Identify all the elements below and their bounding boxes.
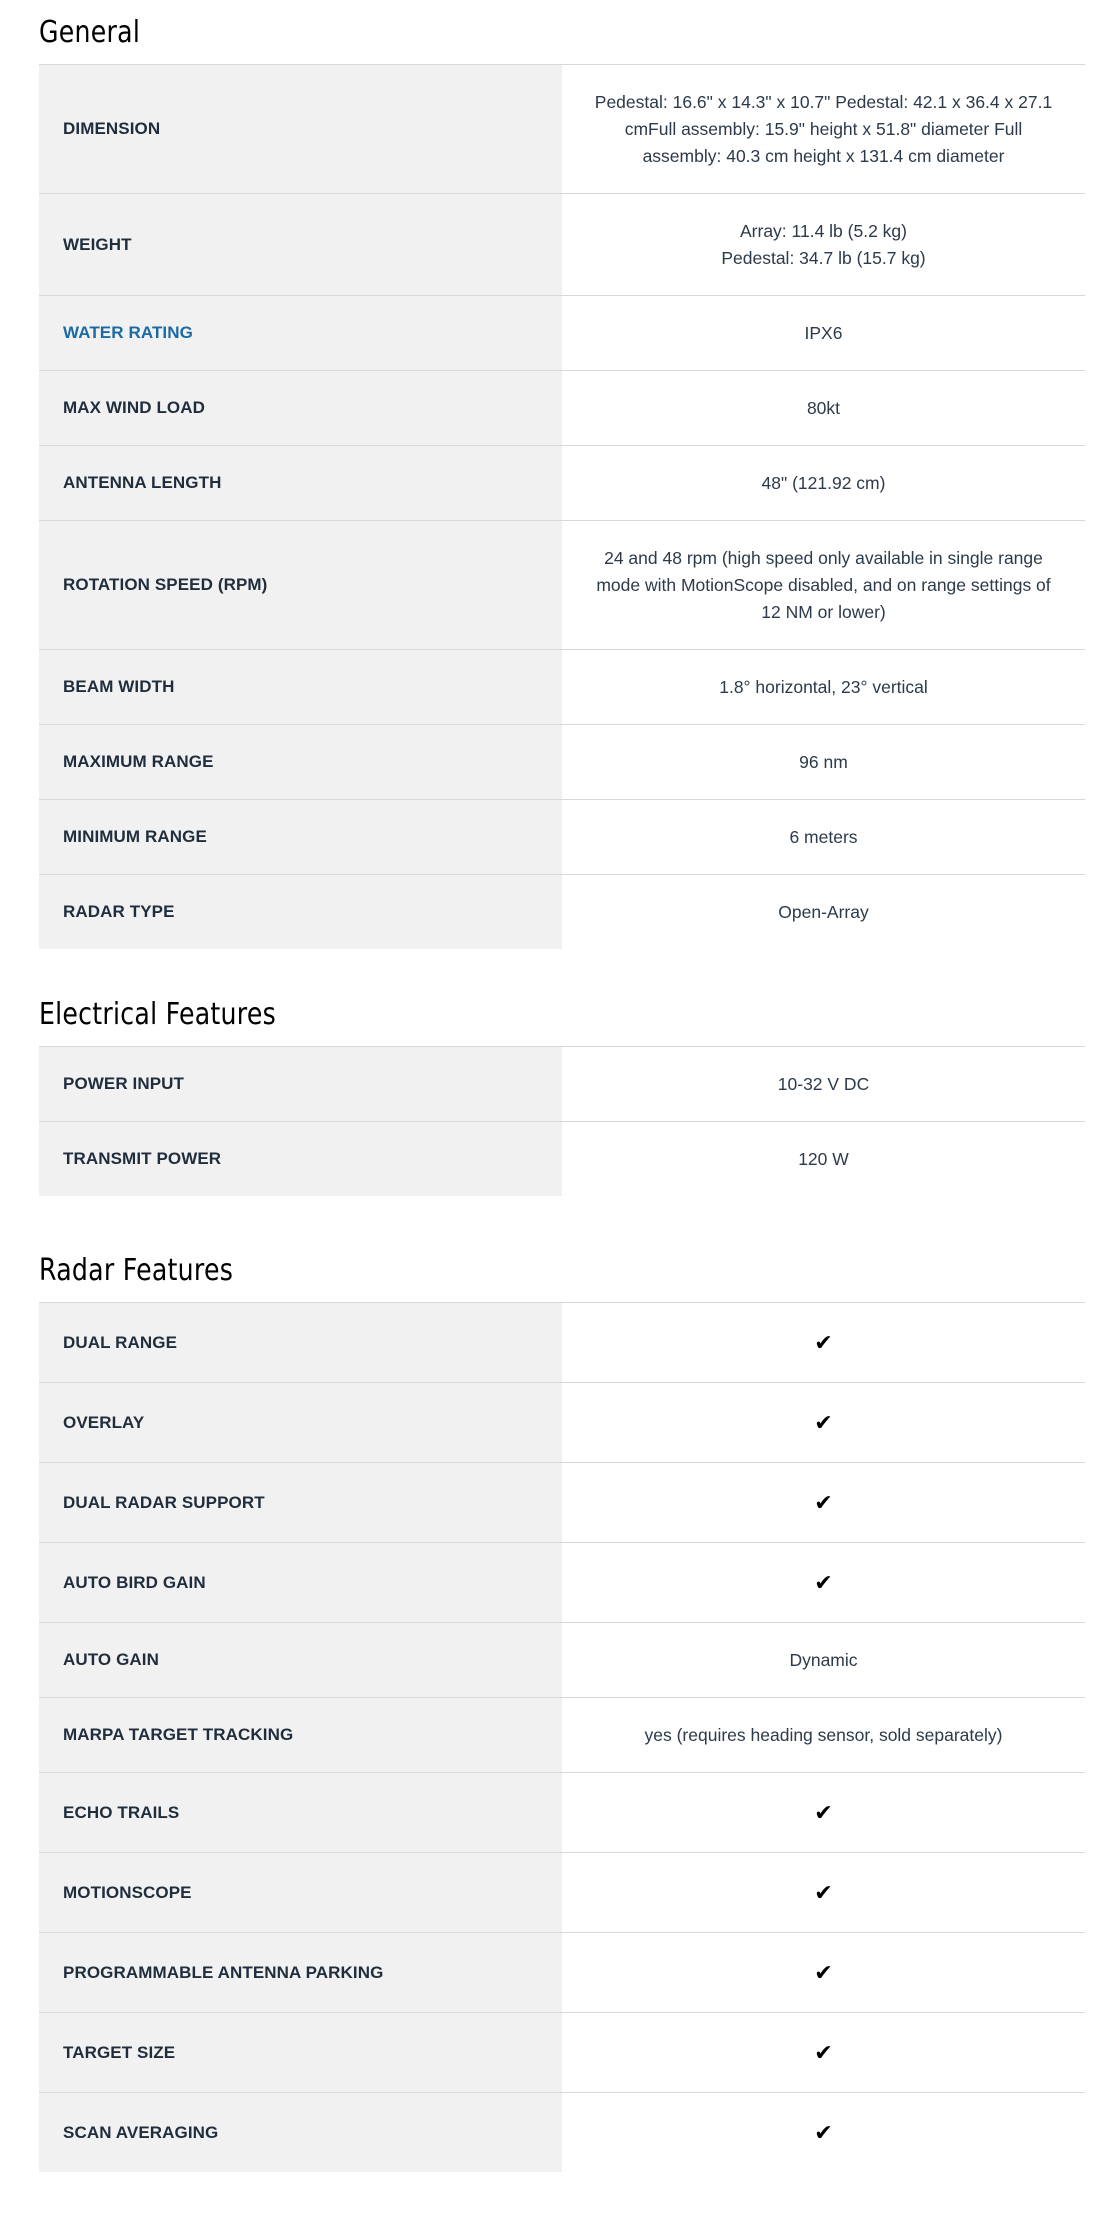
spec-row-minimum-range [39,800,1085,875]
water-rating-link[interactable]: WATER RATING [39,296,562,370]
checkmark-icon: ✔ [814,2119,833,2145]
spec-value: 24 and 48 rpm (high speed only available in single range mode with MotionScope disabled, and on range settings of 12 NM or lower) [596,547,1051,622]
checkmark-icon: ✔ [814,2039,833,2065]
spec-label: BEAM WIDTH [39,650,562,724]
spec-row-auto-gain [39,1623,1085,1698]
section-title-general: General [39,14,141,50]
spec-row-transmit-power [39,1122,1085,1196]
spec-row-scan-averaging [39,2093,1085,2172]
checkmark-icon: ✔ [814,1799,833,1825]
checkmark-icon: ✔ [814,1409,833,1435]
section-title-radar: Radar Features [39,1252,234,1288]
spec-value: 1.8° horizontal, 23° vertical [719,676,928,697]
spec-label: SCAN AVERAGING [39,2093,562,2172]
spec-row-target-size [39,2013,1085,2093]
section-title-electrical: Electrical Features [39,996,276,1032]
spec-label: AUTO GAIN [39,1623,562,1697]
spec-label: DIMENSION [39,65,562,193]
spec-row-radar-type [39,875,1085,949]
spec-label: POWER INPUT [39,1047,562,1121]
spec-row-dual-range [39,1303,1085,1383]
spec-row-motionscope [39,1853,1085,1933]
radar-header [39,1238,1085,1302]
spec-label: DUAL RADAR SUPPORT [39,1463,562,1542]
spec-value [562,1933,1085,2012]
spec-label: OVERLAY [39,1383,562,1462]
spec-row-programmable-antenna-parking [39,1933,1085,2013]
spec-row-beam-width [39,650,1085,725]
spec-value: Pedestal: 16.6" x 14.3" x 10.7" Pedestal: 42.1 x 36.4 x 27.1 cmFull assembly: 15.9" height x 51.8" diameter Full assembly: 40.3 cm height x 131.4 cm diameter [594,91,1053,166]
spec-value [562,1773,1085,1852]
radar-spec-table [39,1302,1085,2172]
spec-label: TRANSMIT POWER [39,1122,562,1196]
spec-label: MOTIONSCOPE [39,1853,562,1932]
spec-row-dual-radar-support [39,1463,1085,1543]
spec-label: MAX WIND LOAD [39,371,562,445]
spec-value: 80kt [806,397,841,418]
spec-row-echo-trails [39,1773,1085,1853]
electrical-header [39,982,1085,1046]
spec-row-weight [39,194,1085,296]
spec-label: RADAR TYPE [39,875,562,949]
spec-value: 96 nm [799,751,848,772]
spec-row-antenna-length [39,446,1085,521]
spec-value: yes (requires heading sensor, sold separately) [644,1724,1003,1745]
spec-value: 48" (121.92 cm) [761,472,886,493]
spec-value [562,1383,1085,1462]
spec-label: MAXIMUM RANGE [39,725,562,799]
spec-label: DUAL RANGE [39,1303,562,1382]
spec-value [562,1543,1085,1622]
spec-label: WEIGHT [39,194,562,295]
spec-label: MINIMUM RANGE [39,800,562,874]
spec-value-line: Array: 11.4 lb (5.2 kg) [740,220,907,241]
spec-value: Dynamic [789,1649,858,1670]
spec-value [562,1853,1085,1932]
spec-row-overlay [39,1383,1085,1463]
checkmark-icon: ✔ [814,1489,833,1515]
spec-value [562,2013,1085,2092]
spec-row-marpa-target-tracking [39,1698,1085,1773]
spec-label: PROGRAMMABLE ANTENNA PARKING [39,1933,562,2012]
spec-label: ROTATION SPEED (RPM) [39,521,562,649]
spec-value [562,1303,1085,1382]
spec-row-max-wind-load [39,371,1085,446]
spec-value [562,1463,1085,1542]
spec-row-maximum-range [39,725,1085,800]
spec-label: TARGET SIZE [39,2013,562,2092]
spec-label: AUTO BIRD GAIN [39,1543,562,1622]
spec-row-auto-bird-gain [39,1543,1085,1623]
spec-value [562,2093,1085,2172]
general-spec-table [39,64,1085,949]
spec-value: 10-32 V DC [777,1073,870,1094]
general-header [39,0,1085,64]
spec-row-power-input [39,1047,1085,1122]
spec-row-dimension [39,65,1085,194]
spec-label: ECHO TRAILS [39,1773,562,1852]
spec-value: 6 meters [789,826,858,847]
spec-value [562,194,1085,295]
electrical-spec-table [39,1046,1085,1196]
spec-label: ANTENNA LENGTH [39,446,562,520]
checkmark-icon: ✔ [814,1569,833,1595]
spec-label: MARPA TARGET TRACKING [39,1698,562,1772]
spec-value-line: Pedestal: 34.7 lb (15.7 kg) [721,247,926,268]
spec-value: IPX6 [804,322,843,343]
spec-row-rotation-speed [39,521,1085,650]
checkmark-icon: ✔ [814,1959,833,1985]
spec-row-water-rating [39,296,1085,371]
checkmark-icon: ✔ [814,1329,833,1355]
spec-value: 120 W [798,1148,849,1169]
spec-value: Open-Array [778,901,869,922]
checkmark-icon: ✔ [814,1879,833,1905]
